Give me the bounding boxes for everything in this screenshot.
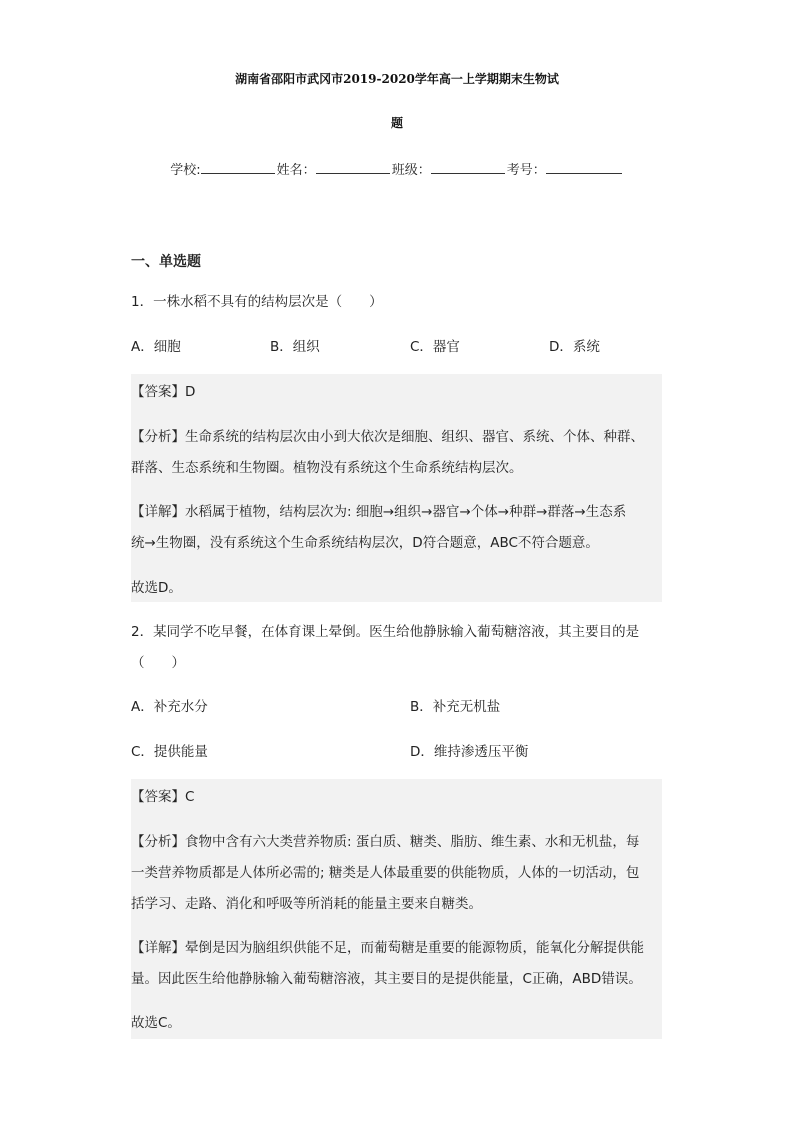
question-1-answer (131, 382, 195, 402)
question-2-option-c: C．提供能量 (131, 744, 208, 760)
question-2-conclusion: 故选C。 (131, 1015, 181, 1031)
detail-text: 晕倒是因为脑组织供能不足，而葡萄糖是重要的能源物质，能氧化分解提供能 (185, 940, 644, 956)
question-2-analysis-line3: 括学习、走路、消化和呼吸等所消耗的能量主要来自糖类。 (131, 896, 482, 912)
question-1-analysis-line1 (131, 427, 644, 447)
analysis-tag: 【分析】 (131, 834, 185, 850)
detail-text: 水稻属于植物，结构层次为: 细胞→组织→器官→个体→种群→群落→生态系 (185, 504, 627, 520)
question-2-option-a: A．补充水分 (131, 699, 208, 715)
question-1-answer-box (131, 374, 662, 602)
analysis-text: 食物中含有六大类营养物质: 蛋白质、糖类、脂肪、维生素、水和无机盐，每 (185, 834, 640, 850)
question-1-stem: 1．一株水稻不具有的结构层次是（ ） (131, 294, 383, 310)
question-1-option-d: D．系统 (549, 339, 600, 355)
question-2-detail-line2: 量。因此医生给他静脉输入葡萄糖溶液，其主要目的是提供能量，C正确，ABD错误。 (131, 971, 642, 987)
exam-title-line1: 湖南省邵阳市武冈市2019-2020学年高一上学期期末生物试 (235, 72, 559, 86)
question-2-analysis-line1 (131, 832, 639, 852)
class-blank[interactable] (431, 159, 505, 174)
name-label: 姓名： (276, 163, 316, 178)
student-info-row (0, 159, 794, 178)
question-1-analysis-line2: 群落、生态系统和生物圈。植物没有系统这个生命系统结构层次。 (131, 460, 523, 476)
question-2-detail-line1 (131, 938, 644, 958)
name-blank[interactable] (316, 159, 390, 174)
question-2-analysis-line2: 一类营养物质都是人体所必需的; 糖类是人体最重要的供能物质，人体的一切活动，包 (131, 865, 640, 881)
question-2-stem-line2: （ ） (131, 655, 185, 671)
question-2-answer (131, 787, 194, 807)
detail-tag: 【详解】 (131, 504, 185, 520)
answer-value: D (185, 384, 196, 400)
question-1-detail-line2: 统→生物圈，没有系统这个生命系统结构层次，D符合题意，ABC不符合题意。 (131, 535, 599, 551)
detail-tag: 【详解】 (131, 940, 185, 956)
answer-tag: 【答案】 (131, 789, 185, 805)
question-1-option-a: A．细胞 (131, 339, 181, 355)
analysis-text: 生命系统的结构层次由小到大依次是细胞、组织、器官、系统、个体、种群、 (185, 429, 644, 445)
exam-number-blank[interactable] (546, 159, 622, 174)
question-2-stem-line1: 2．某同学不吃早餐，在体育课上晕倒。医生给他静脉输入葡萄糖溶液，其主要目的是 (131, 624, 640, 640)
answer-value: C (185, 789, 195, 805)
school-label: 学校: (170, 163, 201, 178)
question-1-conclusion: 故选D。 (131, 580, 182, 596)
exam-number-label: 考号： (506, 163, 546, 178)
section-title: 一、单选题 (131, 254, 201, 270)
exam-title-line2: 题 (390, 116, 403, 130)
class-label: 班级： (391, 163, 431, 178)
school-blank[interactable] (201, 159, 275, 174)
question-2-option-b: B．补充无机盐 (410, 699, 501, 715)
answer-tag: 【答案】 (131, 384, 185, 400)
analysis-tag: 【分析】 (131, 429, 185, 445)
question-1-detail-line1 (131, 502, 626, 522)
question-1-option-c: C．器官 (410, 339, 460, 355)
question-2-option-d: D．维持渗透压平衡 (410, 744, 529, 760)
question-1-option-b: B．组织 (270, 339, 320, 355)
